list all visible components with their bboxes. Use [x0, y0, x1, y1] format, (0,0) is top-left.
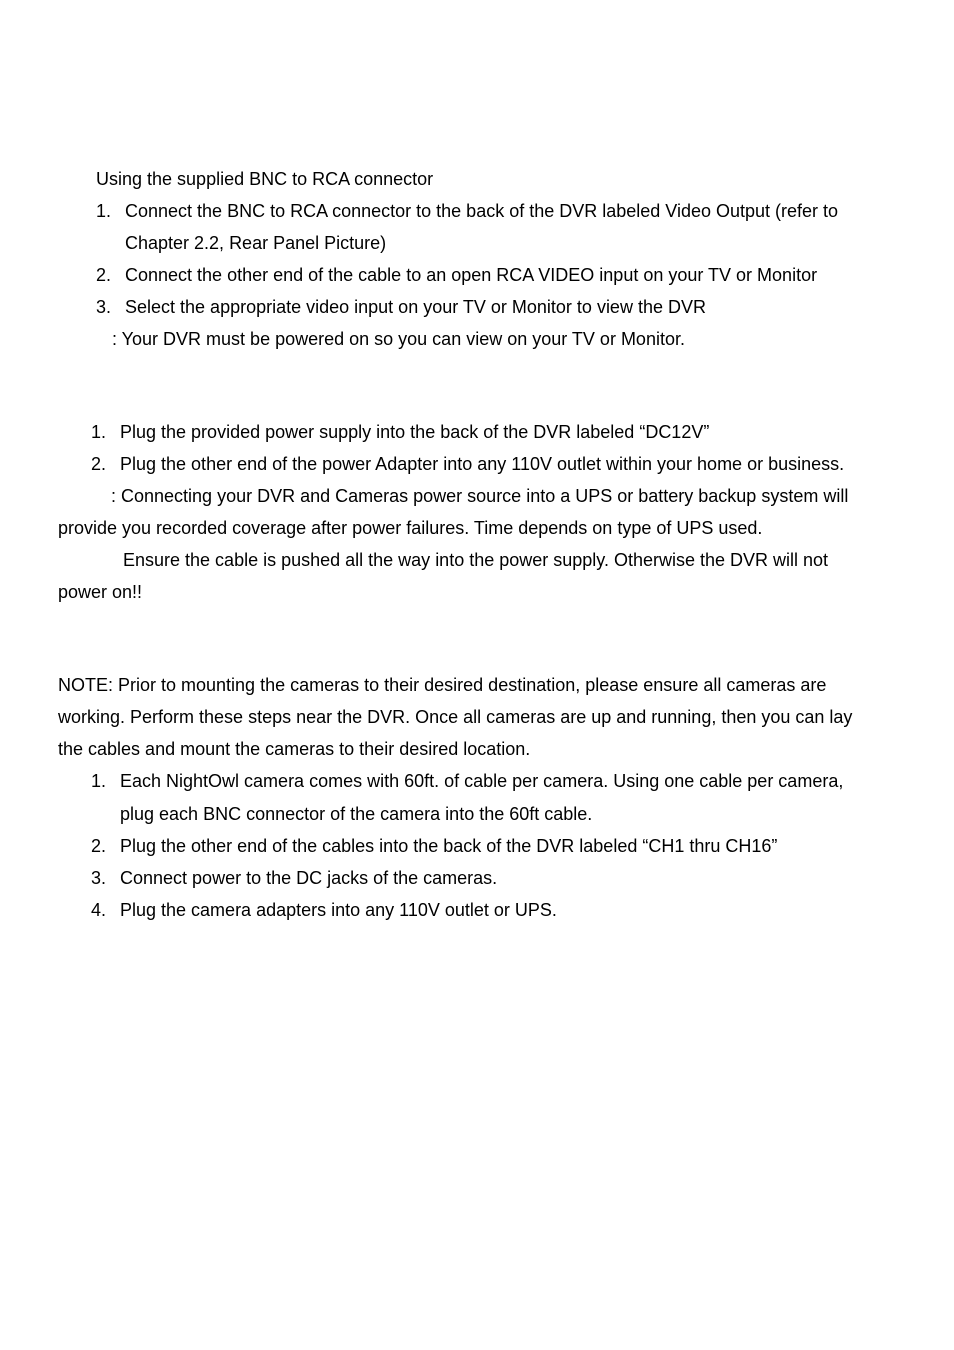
cameras-note-line-3: the cables and mount the cameras to their desired location. — [58, 739, 531, 759]
cameras-step-1-line-2: plug each BNC connector of the camera into the 60ft cable. — [120, 804, 593, 824]
cameras-step-3-number: 3. — [91, 868, 107, 888]
video-step-1-line-2: Chapter 2.2, Rear Panel Picture) — [125, 233, 387, 253]
power-tip-line-1: : Connecting your DVR and Cameras power source into a UPS or battery backup system will — [111, 486, 849, 506]
power-step-1-number: 1. — [91, 422, 107, 442]
cameras-step-1-line-1: Each NightOwl camera comes with 60ft. of cable per camera. Using one cable per camera, — [120, 771, 844, 791]
power-tip-line-2: provide you recorded coverage after power failures. Time depends on type of UPS used. — [58, 518, 763, 538]
video-step-3-number: 3. — [96, 297, 112, 317]
cameras-step-2-number: 2. — [91, 836, 107, 856]
cameras-step-1-number: 1. — [91, 771, 107, 791]
video-step-2-number: 2. — [96, 265, 112, 285]
cameras-step-4-number: 4. — [91, 900, 107, 920]
video-step-2-line-1: Connect the other end of the cable to an open RCA VIDEO input on your TV or Monitor — [125, 265, 818, 285]
power-step-1-line-1: Plug the provided power supply into the back of the DVR labeled “DC12V” — [120, 422, 710, 442]
cameras-step-4-line-1: Plug the camera adapters into any 110V outlet or UPS. — [120, 900, 557, 920]
video-note: : Your DVR must be powered on so you can view on your TV or Monitor. — [112, 329, 685, 349]
power-warning-line-2: power on!! — [58, 582, 143, 602]
power-step-2-number: 2. — [91, 454, 107, 474]
power-warning-line-1: Ensure the cable is pushed all the way into the power supply. Otherwise the DVR will not — [123, 550, 829, 570]
cameras-step-3-line-1: Connect power to the DC jacks of the cameras. — [120, 868, 498, 888]
video-step-1-line-1: Connect the BNC to RCA connector to the back of the DVR labeled Video Output (refer to — [125, 201, 839, 221]
cameras-note-line-1: NOTE: Prior to mounting the cameras to their desired destination, please ensure all cameras are — [58, 675, 827, 695]
video-intro: Using the supplied BNC to RCA connector — [96, 169, 434, 189]
cameras-step-2-line-1: Plug the other end of the cables into the back of the DVR labeled “CH1 thru CH16” — [120, 836, 778, 856]
cameras-note-line-2: working. Perform these steps near the DVR. Once all cameras are up and running, then you can lay — [58, 707, 853, 727]
video-step-3-line-1: Select the appropriate video input on your TV or Monitor to view the DVR — [125, 297, 706, 317]
power-step-2-line-1: Plug the other end of the power Adapter into any 110V outlet within your home or business. — [120, 454, 845, 474]
video-step-1-number: 1. — [96, 201, 112, 221]
